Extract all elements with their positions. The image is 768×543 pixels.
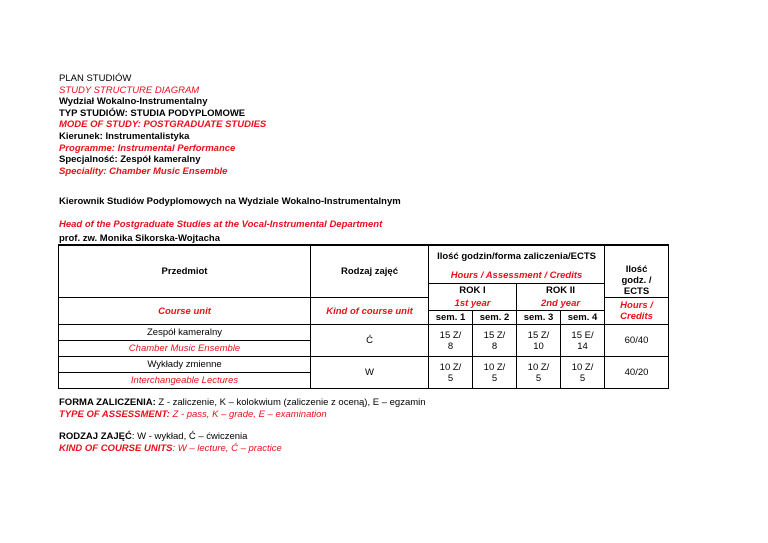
head-title-en: Head of the Postgraduate Studies at the Vocal-Instrumental Department	[59, 219, 383, 230]
col-kind-en: Kind of course unit	[311, 298, 429, 325]
study-plan-table	[58, 245, 669, 389]
semester-3: sem. 3	[517, 311, 561, 325]
subject-name-en: Chamber Music Ensemble	[59, 341, 311, 357]
study-type-en: MODE OF STUDY: POSTGRADUATE STUDIES	[59, 119, 267, 131]
year-1: ROK I	[429, 284, 517, 298]
year-2: ROK II	[517, 284, 605, 298]
sem-value: 10 Z/ 5	[473, 357, 517, 389]
sem-value: 15 Z/ 8	[429, 325, 473, 357]
course-kind-legend: RODZAJ ZAJĘĆ: W - wykład, Ć – ćwiczenia KIND OF COURSE UNITS: W – lecture, Ć – practice	[59, 431, 282, 454]
document-header	[59, 73, 266, 177]
plan-title-en: STUDY STRUCTURE DIAGRAM	[59, 84, 200, 96]
head-title: Kierownik Studiów Podyplomowych na Wydziale Wokalno-Instrumentalnym	[59, 196, 401, 207]
table-row	[59, 325, 669, 341]
col-total-en: Hours / Credits	[605, 298, 669, 325]
col-total: Ilość godz. / ECTS	[605, 246, 669, 298]
specialty: Specjalność: Zespół kameralny	[59, 154, 201, 166]
specialty-en: Speciality: Chamber Music Ensemble	[59, 165, 228, 177]
col-subject: Przedmiot	[59, 246, 311, 298]
assessment-legend: FORMA ZALICZENIA: Z - zaliczenie, K – kolokwium (zaliczenie z oceną), E – egzamin TYPE OF ASSESSMENT: Z - pass, K – grade, E – examination	[59, 397, 426, 420]
col-hours-en: Hours / Assessment / Credits	[429, 268, 605, 284]
direction-en: Programme: Instrumental Performance	[59, 142, 236, 154]
total-value: 40/20	[605, 357, 669, 389]
kind-value: W	[311, 357, 429, 389]
semester-1: sem. 1	[429, 311, 473, 325]
subject-name-en: Interchangeable Lectures	[59, 373, 311, 389]
sem-value: 15 E/ 14	[561, 325, 605, 357]
sem-value: 10 Z/ 5	[561, 357, 605, 389]
kind-value: Ć	[311, 325, 429, 357]
direction: Kierunek: Instrumentalistyka	[59, 130, 190, 142]
total-value: 60/40	[605, 325, 669, 357]
year-1-en: 1st year	[429, 298, 517, 311]
semester-2: sem. 2	[473, 311, 517, 325]
subject-name: Zespół kameralny	[59, 325, 311, 341]
plan-title: PLAN STUDIÓW	[59, 73, 132, 84]
sem-value: 10 Z/ 5	[517, 357, 561, 389]
sem-value: 10 Z/ 5	[429, 357, 473, 389]
sem-value: 15 Z/ 10	[517, 325, 561, 357]
col-subject-en: Course unit	[59, 298, 311, 325]
subject-name: Wykłady zmienne	[59, 357, 311, 373]
head-person: prof. zw. Monika Sikorska-Wojtacha	[59, 233, 221, 244]
col-hours: Ilość godzin/forma zaliczenia/ECTS	[429, 246, 605, 268]
sem-value: 15 Z/ 8	[473, 325, 517, 357]
semester-4: sem. 4	[561, 311, 605, 325]
col-kind: Rodzaj zajęć	[311, 246, 429, 298]
study-type: TYP STUDIÓW: STUDIA PODYPLOMOWE	[59, 107, 246, 119]
year-2-en: 2nd year	[517, 298, 605, 311]
table-row	[59, 357, 669, 373]
faculty: Wydział Wokalno-Instrumentalny	[59, 96, 208, 108]
